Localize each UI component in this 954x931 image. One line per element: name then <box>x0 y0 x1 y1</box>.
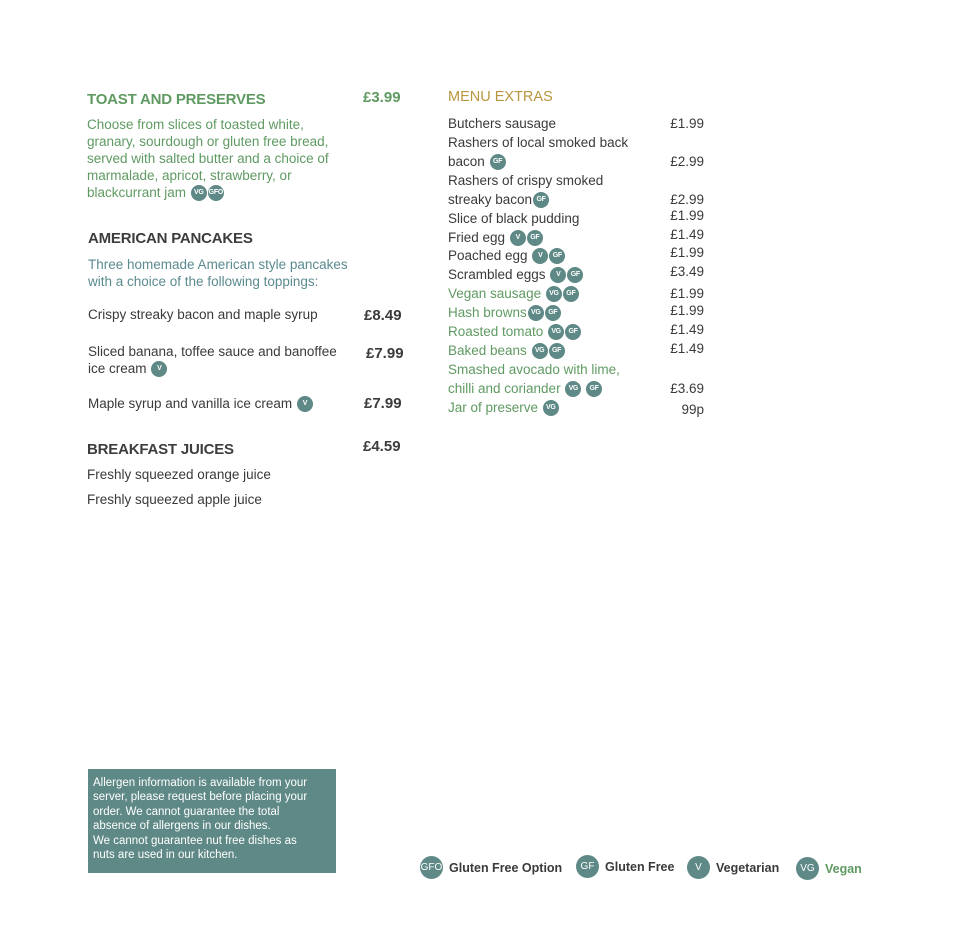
extras-item-name: Rashers of crispy smoked <box>448 173 604 188</box>
desc-line: with a choice of the following toppings: <box>88 274 319 289</box>
extras-row <box>448 360 704 398</box>
legend-label: Gluten Free Option <box>449 860 563 875</box>
extras-item-name: bacon <box>448 154 485 169</box>
extras-item-name: Vegan sausage <box>448 286 542 301</box>
vegetarian-badge-icon: V <box>297 396 313 412</box>
vegan-badge-icon: VG <box>546 286 562 302</box>
extras-row <box>448 303 704 322</box>
extras-item-name: Roasted tomato <box>448 324 544 339</box>
gluten-free-badge-icon: GF <box>586 381 602 397</box>
extras-item-name: chilli and coriander <box>448 381 561 396</box>
extras-row <box>448 322 704 341</box>
legend-label: Vegetarian <box>716 860 780 875</box>
desc-line: Three homemade American style pancakes <box>88 257 348 272</box>
extras-item-name: Butchers sausage <box>448 116 557 131</box>
gluten-free-icon: GF <box>576 855 599 878</box>
extras-item-name: Rashers of local smoked back <box>448 135 629 150</box>
desc-line: granary, sourdough or gluten free bread, <box>87 134 329 149</box>
extras-row <box>448 284 704 303</box>
extras-item-price: £1.99 <box>670 303 704 318</box>
extras-item-name: Poached egg <box>448 248 528 263</box>
vegan-badge-icon: VG <box>548 324 564 340</box>
extras-row <box>448 114 704 133</box>
gluten-free-badge-icon: GF <box>527 230 543 246</box>
extras-item-name: Baked beans <box>448 343 527 358</box>
legend-label: Gluten Free <box>605 859 675 874</box>
vegetarian-badge-icon: V <box>151 361 167 377</box>
pancake-item-name: Crispy streaky bacon and maple syrup <box>88 307 318 322</box>
gluten-free-badge-icon: GF <box>565 324 581 340</box>
allergen-line: We cannot guarantee nut free dishes as <box>93 834 297 847</box>
toast-title: TOAST AND PRESERVES <box>87 91 266 108</box>
gluten-free-badge-icon: GF <box>545 305 561 321</box>
gluten-free-badge-icon: GF <box>490 154 506 170</box>
juice-item: Freshly squeezed orange juice <box>87 467 271 482</box>
vegan-badge-icon: VG <box>565 381 581 397</box>
gluten-free-option-badge-icon: GFO <box>208 185 224 201</box>
gluten-free-badge-icon: GF <box>563 286 579 302</box>
gluten-free-badge-icon: GF <box>549 248 565 264</box>
vegetarian-icon: V <box>687 856 710 879</box>
gluten-free-badge-icon: GF <box>533 192 549 208</box>
extras-item-price: £3.69 <box>670 381 704 396</box>
vegetarian-badge-icon: V <box>510 230 526 246</box>
extras-item-price: £1.49 <box>670 227 704 242</box>
extras-item-price: £2.99 <box>670 192 704 207</box>
gluten-free-badge-icon: GF <box>567 267 583 283</box>
extras-item-name: Slice of black pudding <box>448 211 580 226</box>
vegetarian-badge-icon: V <box>532 248 548 264</box>
extras-item-price: £1.49 <box>670 341 704 356</box>
pancake-item-price: £7.99 <box>364 395 402 412</box>
extras-item-name: Smashed avocado with lime, <box>448 362 620 377</box>
extras-row <box>448 341 704 360</box>
juices-price: £4.59 <box>363 438 401 455</box>
extras-row <box>448 398 704 417</box>
vegan-icon: VG <box>796 857 819 880</box>
extras-title: MENU EXTRAS <box>448 89 553 105</box>
legend-gfo <box>420 856 562 879</box>
desc-line: marmalade, apricot, strawberry, or <box>87 168 292 183</box>
vegan-badge-icon: VG <box>191 185 207 201</box>
juices-title: BREAKFAST JUICES <box>87 441 234 458</box>
item-line: Maple syrup and vanilla ice cream <box>88 396 293 411</box>
extras-row <box>448 171 704 209</box>
extras-row <box>448 209 704 228</box>
extras-row <box>448 265 704 284</box>
extras-item-name: Fried egg <box>448 230 506 245</box>
desc-line: Choose from slices of toasted white, <box>87 117 304 132</box>
allergen-line: Allergen information is available from your <box>93 777 308 789</box>
juice-item: Freshly squeezed apple juice <box>87 492 262 507</box>
extras-item-name: Jar of preserve <box>448 400 539 415</box>
extras-row <box>448 246 704 265</box>
desc-line: blackcurrant jam <box>87 185 187 200</box>
pancake-item-price: £7.99 <box>366 345 404 362</box>
pancake-item-name <box>88 343 337 377</box>
extras-row <box>448 228 704 247</box>
allergen-line: server, please request before placing your <box>93 791 308 804</box>
desc-line: served with salted butter and a choice of <box>87 151 329 166</box>
extras-item-name: streaky bacon <box>448 192 533 207</box>
vegetarian-badge-icon: V <box>550 267 566 283</box>
legend-gf <box>576 855 674 878</box>
pancakes-title: AMERICAN PANCAKES <box>88 230 253 247</box>
extras-item-price: £1.99 <box>670 245 704 260</box>
extras-item-price: £3.49 <box>670 264 704 279</box>
allergen-notice <box>88 769 336 873</box>
toast-price: £3.99 <box>363 89 401 106</box>
allergen-line: absence of allergens in our dishes. <box>93 820 271 833</box>
extras-item-price: £2.99 <box>670 154 704 169</box>
legend-label: Vegan <box>825 861 862 876</box>
vegan-badge-icon: VG <box>528 305 544 321</box>
allergen-line: nuts are used in our kitchen. <box>93 849 238 862</box>
vegan-badge-icon: VG <box>532 343 548 359</box>
legend-vg <box>796 857 862 880</box>
extras-item-price: £1.49 <box>670 322 704 337</box>
legend-v <box>687 856 779 879</box>
gluten-free-option-icon: GFO <box>420 856 443 879</box>
extras-item-price: £1.99 <box>670 208 704 223</box>
pancake-item-price: £8.49 <box>364 307 402 324</box>
extras-item-name: Scrambled eggs <box>448 267 546 282</box>
extras-item-price: £1.99 <box>670 116 704 131</box>
gluten-free-badge-icon: GF <box>549 343 565 359</box>
extras-item-price: £1.99 <box>670 286 704 301</box>
allergen-line: order. We cannot guarantee the total <box>93 805 280 818</box>
pancake-item-name <box>88 396 313 412</box>
item-line: Sliced banana, toffee sauce and banoffee <box>88 344 337 359</box>
toast-description <box>87 116 367 201</box>
pancakes-description <box>88 256 378 290</box>
vegan-badge-icon: VG <box>543 400 559 416</box>
extras-row <box>448 133 704 171</box>
extras-item-price: 99p <box>681 402 704 417</box>
item-line: ice cream <box>88 361 147 376</box>
extras-item-name: Hash browns <box>448 305 527 320</box>
